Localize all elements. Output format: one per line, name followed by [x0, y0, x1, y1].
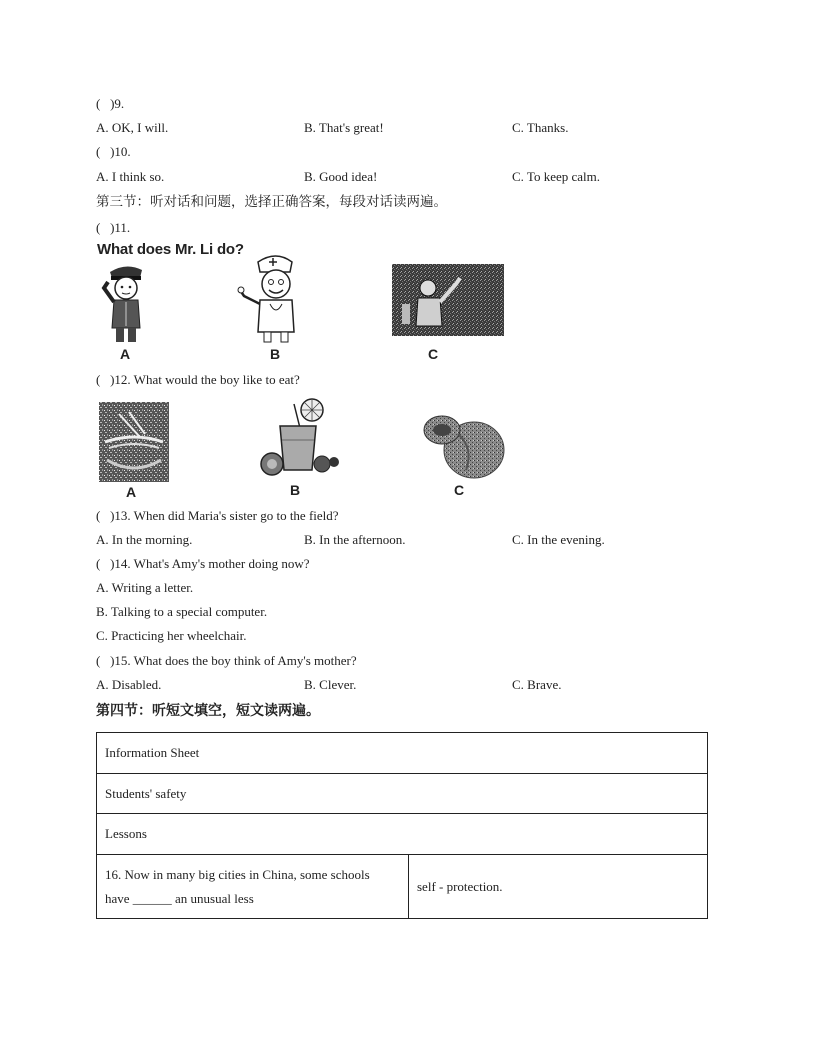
q13-option-b: B. In the afternoon. [304, 532, 406, 547]
table-row [97, 855, 708, 919]
sheet-q16-cell [97, 855, 409, 919]
q11-doctor-picture [236, 250, 306, 346]
section-4-heading: 第四节：听短文填空，短文读两遍。 [96, 703, 320, 719]
q10-option-a: A. I think so. [96, 169, 165, 184]
table-row [97, 814, 708, 855]
section-3-heading: 第三节：听对话和问题，选择正确答案，每段对话读两遍。 [96, 194, 447, 209]
q16-line-2: have ______ an unusual less [105, 890, 254, 906]
q9-option-c: C. Thanks. [512, 120, 569, 135]
question-13-text: ( )13. When did Maria's sister go to the field? [96, 508, 339, 523]
q15-option-b: B. Clever. [304, 677, 357, 692]
sheet-lessons-cell: Lessons [97, 814, 708, 855]
q12-noodles-picture [99, 402, 169, 482]
q12-bread-picture [418, 408, 508, 482]
question-9-number: ( )9. [96, 96, 125, 111]
q12-label-a: A [126, 484, 137, 500]
question-15-text: ( )15. What does the boy think of Amy's mother? [96, 653, 357, 668]
table-row [97, 774, 708, 814]
q11-label-c: C [428, 346, 439, 362]
q15-option-a: A. Disabled. [96, 677, 162, 692]
q11-label-b: B [270, 346, 281, 362]
sheet-title-cell: Information Sheet [97, 733, 708, 774]
q16-line-1: 16. Now in many big cities in China, some schools [105, 866, 370, 882]
q12-label-b: B [290, 482, 301, 498]
question-12-text: ( )12. What would the boy like to eat? [96, 372, 300, 387]
q11-teacher-picture [392, 264, 504, 336]
q14-option-c: C. Practicing her wheelchair. [96, 628, 247, 643]
q9-option-b: B. That's great! [304, 120, 384, 135]
information-sheet-table [96, 732, 708, 919]
q10-option-c: C. To keep calm. [512, 169, 601, 184]
sheet-topic-cell: Students' safety [97, 774, 708, 814]
sheet-self-protection-cell: self - protection. [409, 855, 708, 919]
question-14-text: ( )14. What's Amy's mother doing now? [96, 556, 310, 571]
table-row [97, 733, 708, 774]
question-11-number: ( )11. [96, 220, 131, 235]
question-10-number: ( )10. [96, 144, 131, 159]
q14-option-b: B. Talking to a special computer. [96, 604, 268, 619]
q11-question-text: What does Mr. Li do? [97, 241, 244, 258]
q15-option-c: C. Brave. [512, 677, 562, 692]
q11-label-a: A [120, 346, 131, 362]
q10-option-b: B. Good idea! [304, 169, 378, 184]
q11-police-officer-picture [96, 258, 156, 346]
q14-option-a: A. Writing a letter. [96, 580, 194, 595]
q12-orange-juice-picture [250, 396, 342, 480]
q9-option-a: A. OK, I will. [96, 120, 169, 135]
q13-option-c: C. In the evening. [512, 532, 605, 547]
q13-option-a: A. In the morning. [96, 532, 193, 547]
q12-label-c: C [454, 482, 465, 498]
